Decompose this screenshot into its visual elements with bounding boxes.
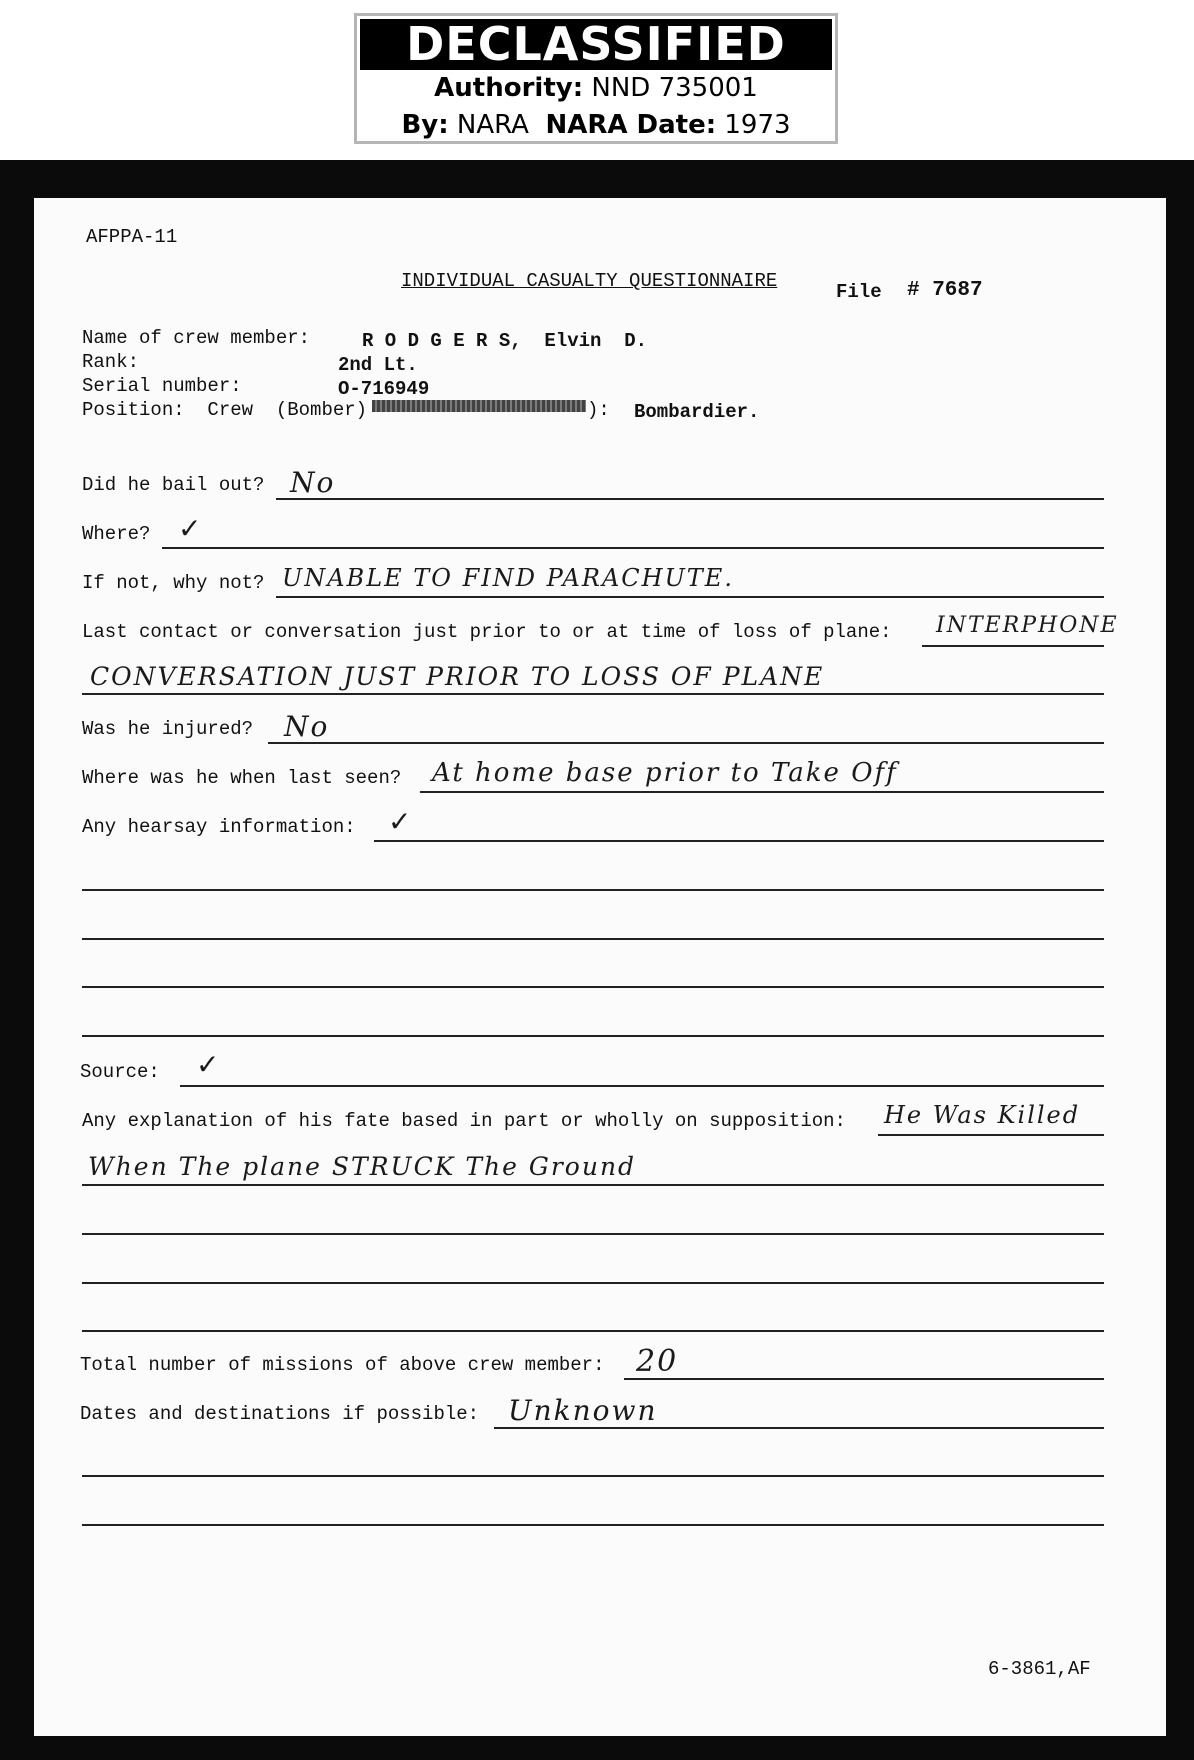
source-check-icon: ✓: [196, 1048, 220, 1081]
injured-line: [268, 742, 1104, 744]
last-contact-label: Last contact or conversation just prior to or at time of loss of plane:: [82, 621, 892, 643]
stamp-by-value: NARA: [456, 110, 529, 140]
declassified-stamp: [354, 13, 838, 144]
dates-blank-line-1: [82, 1475, 1104, 1477]
explanation-blank-line-1: [82, 1233, 1104, 1235]
position-suffix: ):: [587, 399, 610, 421]
name-label: Name of crew member:: [82, 327, 311, 349]
struck-out-text: [372, 400, 586, 412]
stamp-by-label: By:: [401, 110, 449, 140]
file-number: # 7687: [907, 279, 983, 302]
why-not-line: [276, 596, 1104, 598]
source-label: Source:: [80, 1061, 160, 1083]
rank-value: 2nd Lt.: [338, 354, 418, 376]
why-not-label: If not, why not?: [82, 572, 265, 594]
last-seen-label: Where was he when last seen?: [82, 767, 402, 789]
stamp-authority-label: Authority:: [434, 73, 584, 103]
last-seen-answer: At home base prior to Take Off: [432, 758, 898, 788]
explanation-answer-2: When The plane STRUCK The Ground: [88, 1152, 637, 1181]
position-value: Bombardier.: [634, 401, 760, 423]
last-contact-line-2: [82, 693, 1104, 695]
hearsay-label: Any hearsay information:: [82, 816, 356, 838]
hearsay-check-icon: ✓: [388, 805, 412, 838]
hearsay-blank-line-3: [82, 986, 1104, 988]
last-seen-line: [420, 791, 1104, 793]
bail-out-label: Did he bail out?: [82, 474, 265, 496]
last-contact-answer-1: INTERPHONE: [936, 613, 1119, 638]
rank-label: Rank:: [82, 351, 140, 373]
injured-answer: No: [284, 710, 330, 743]
missions-label: Total number of missions of above crew member:: [80, 1354, 605, 1376]
hearsay-blank-line-4: [82, 1035, 1104, 1037]
dates-answer: Unknown: [508, 1394, 658, 1427]
explanation-line-2: [82, 1184, 1104, 1186]
where-line: [162, 547, 1104, 549]
why-not-answer: UNABLE TO FIND PARACHUTE.: [282, 564, 734, 592]
hearsay-line: [374, 840, 1104, 842]
stamp-title: DECLASSIFIED: [360, 19, 832, 70]
bail-out-answer: No: [290, 466, 336, 499]
name-value: R O D G E R S, Elvin D.: [362, 330, 648, 352]
bail-out-line: [276, 498, 1104, 500]
footer-code: 6-3861,AF: [988, 1658, 1091, 1680]
form-title: INDIVIDUAL CASUALTY QUESTIONNAIRE: [401, 270, 778, 292]
explanation-blank-line-2: [82, 1282, 1104, 1284]
where-check-icon: ✓: [178, 512, 202, 545]
last-contact-answer-2: CONVERSATION JUST PRIOR TO LOSS OF PLANE: [90, 662, 825, 691]
injured-label: Was he injured?: [82, 718, 254, 740]
serial-label: Serial number:: [82, 375, 242, 397]
serial-value: O-716949: [338, 378, 430, 400]
file-label: File: [836, 281, 882, 303]
explanation-blank-line-3: [82, 1330, 1104, 1332]
hearsay-blank-line-2: [82, 938, 1104, 940]
missions-answer: 20: [636, 1344, 679, 1379]
source-line: [180, 1085, 1104, 1087]
missions-line: [624, 1378, 1104, 1380]
stamp-date-value: 1973: [724, 110, 791, 140]
stamp-by: [357, 107, 835, 144]
dates-blank-line-2: [82, 1524, 1104, 1526]
stamp-authority-value: NND 735001: [591, 73, 758, 103]
explanation-label: Any explanation of his fate based in part or wholly on supposition:: [82, 1110, 846, 1132]
explanation-line-1: [878, 1134, 1104, 1136]
last-contact-line-1: [922, 645, 1104, 647]
dates-line: [494, 1427, 1104, 1429]
form-code: AFPPA-11: [86, 226, 178, 248]
hearsay-blank-line-1: [82, 889, 1104, 891]
stamp-date-label: NARA Date:: [545, 110, 717, 140]
position-label: Position: Crew (Bomber): [82, 399, 368, 421]
dates-label: Dates and destinations if possible:: [80, 1403, 480, 1425]
where-label: Where?: [82, 523, 151, 545]
stamp-authority: [357, 70, 835, 107]
explanation-answer-1: He Was Killed: [884, 1101, 1081, 1129]
form-paper: [34, 198, 1166, 1736]
